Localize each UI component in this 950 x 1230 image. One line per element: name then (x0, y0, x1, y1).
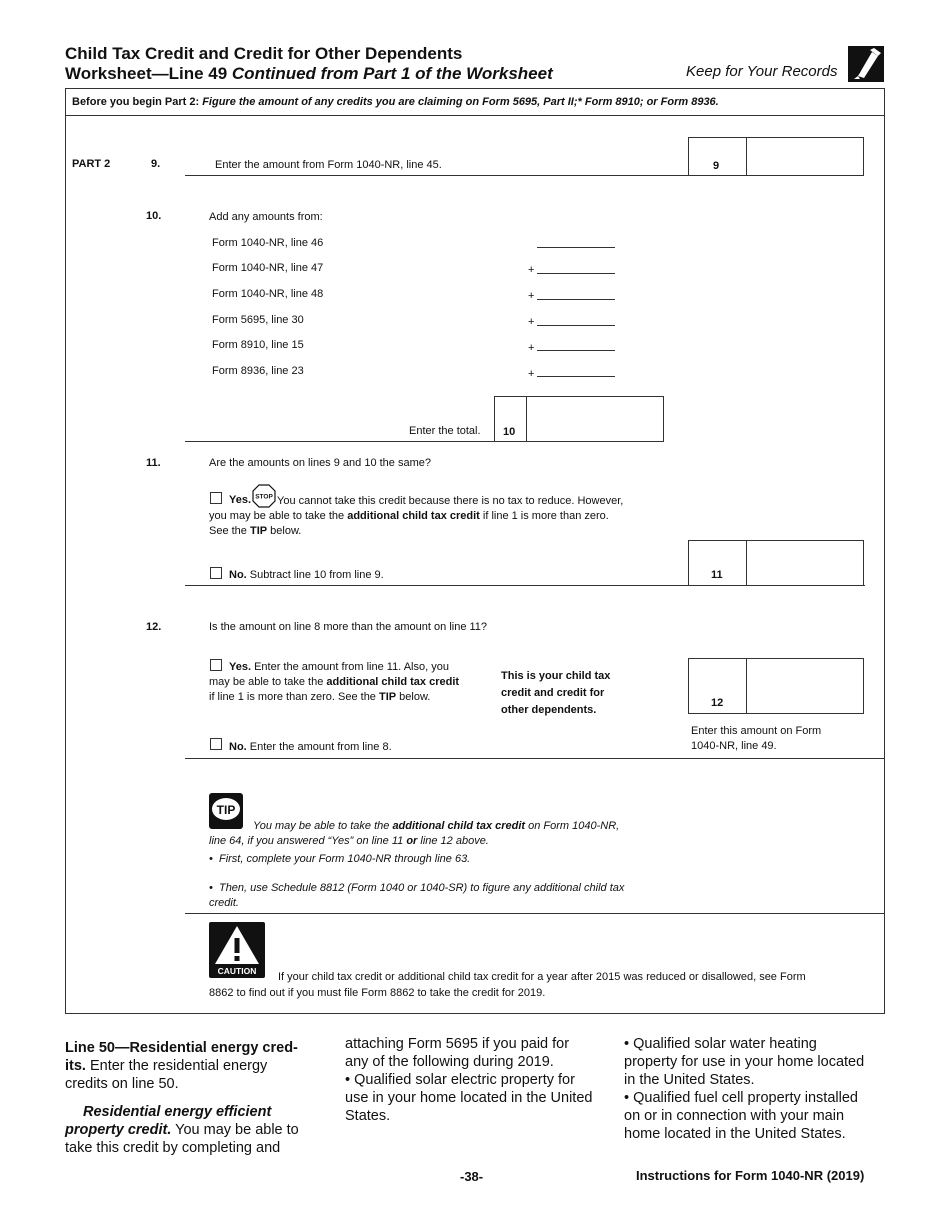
tip-bullet1: • First, complete your Form 1040-NR through line 63. (209, 853, 471, 865)
c1-l5: You may be able to (171, 1122, 299, 1138)
line11-yes-text3b: TIP (249, 525, 268, 537)
line12-yes-line2 (209, 676, 459, 688)
line12-yes-text2a: may be able to take the (209, 676, 327, 688)
tip-l2c: line 12 above. (417, 835, 489, 847)
tip-l1c: on Form 1040-NR, (525, 820, 620, 832)
line12-yes-text2b: additional child tax credit (326, 676, 460, 688)
line9-num: 9. (151, 158, 161, 170)
c2-l1: attaching Form 5695 if you paid for (345, 1036, 570, 1052)
line10-rule (185, 441, 495, 442)
c2-l3: • Qualified solar electric property for (345, 1072, 575, 1088)
line10-box-divider (526, 396, 527, 442)
tip-bullet2-text: Then, use Schedule 8812 (Form 1040 or 1040-SR) to figure any additional child tax (218, 882, 625, 894)
plus-sign: + (528, 316, 535, 328)
c3-l6: home located in the United States. (624, 1126, 846, 1142)
line9-rule (185, 175, 689, 176)
tip-icon (209, 793, 243, 834)
line10-item-label: Form 8936, line 23 (212, 365, 304, 377)
line12-num: 12. (146, 621, 162, 633)
tip-bullet2: • Then, use Schedule 8812 (Form 1040 or 1040-SR) to figure any additional child tax (209, 882, 625, 894)
line10-box-label: 10 (503, 426, 516, 438)
footer-form: Instructions for Form 1040-NR (2019) (636, 1168, 865, 1183)
this-is-your-credit (501, 668, 610, 719)
plus-sign: + (528, 290, 535, 302)
title-line1: Child Tax Credit and Credit for Other Dependents (65, 44, 463, 63)
c1-head2: its. (65, 1058, 86, 1074)
caution-line1: If your child tax credit or additional child tax credit for a year after 2015 was reduced or disallowed, see Form (278, 971, 806, 983)
line12-yes-text1: Enter the amount from line 11. Also, you (251, 661, 449, 673)
tip-l1b: additional child tax credit (392, 820, 526, 832)
line12-box-divider (746, 658, 747, 714)
line12-box-label: 12 (711, 697, 724, 709)
line9-text: Enter the amount from Form 1040-NR, line 45. (215, 159, 442, 171)
c1-sub1: Residential energy efficient (83, 1104, 272, 1120)
line10-item-label: Form 1040-NR, line 47 (212, 262, 324, 274)
line11-no-checkbox[interactable] (210, 567, 222, 579)
caution-icon-text: CAUTION (217, 966, 257, 976)
line12-yes-label: Yes. (229, 661, 252, 673)
c1-l6: take this credit by completing and (65, 1140, 281, 1156)
line12-no-checkbox[interactable] (210, 738, 222, 750)
c1-head1: Line 50—Residential energy cred- (65, 1040, 298, 1056)
line10-amount-box[interactable] (494, 396, 664, 442)
plus-sign: + (528, 368, 535, 380)
line11-yes-text3a: See the (209, 525, 250, 537)
line11-yes-checkbox[interactable] (210, 492, 222, 504)
line11-no-label: No. (229, 569, 247, 581)
stop-text: STOP (255, 493, 273, 501)
line12-yes-line1 (229, 661, 449, 673)
tip-l2b: or (406, 835, 418, 847)
before-text: Figure the amount of any credits you are claiming on Form 5695, Part II;* Form 8910; or Form 8936. (202, 96, 719, 108)
line9-box-label: 9 (713, 160, 720, 172)
line11-yes-text2a: you may be able to take the (209, 510, 348, 522)
title-line2-a: Worksheet—Line 49 (65, 64, 232, 83)
line12-no-label: No. (229, 741, 247, 753)
this-is-line3: other dependents. (501, 704, 597, 716)
line10-item-blank[interactable] (537, 299, 615, 300)
stop-icon (252, 484, 276, 513)
line12-enter1: Enter this amount on Form (691, 725, 822, 737)
line10-item-blank[interactable] (537, 376, 615, 377)
line11-no-text: Subtract line 10 from line 9. (246, 569, 384, 581)
c2-l2: any of the following during 2019. (345, 1054, 554, 1070)
c3-l3: in the United States. (624, 1072, 755, 1088)
this-is-line1: This is your child tax (501, 670, 611, 682)
tip-bullet1-text: First, complete your Form 1040-NR through line 63. (218, 853, 471, 865)
line10-item-blank[interactable] (537, 325, 615, 326)
part-label: PART 2 (72, 158, 111, 170)
plus-sign: + (528, 264, 535, 276)
caution-icon (209, 922, 265, 983)
line10-item-label: Form 1040-NR, line 46 (212, 237, 324, 249)
line12-enter-note (691, 724, 821, 754)
line11-yes-text2 (209, 510, 609, 522)
line11-no (229, 569, 384, 581)
line10-item-label: Form 5695, line 30 (212, 314, 304, 326)
line11-yes-text2c: if line 1 is more than zero. (479, 510, 609, 522)
c3-l5: on or in connection with your main (624, 1108, 845, 1124)
c3-l4: • Qualified fuel cell property installed (624, 1090, 858, 1106)
line12-no-text: Enter the amount from line 8. (246, 741, 392, 753)
line12-no (229, 741, 392, 753)
line12-yes-text3b: TIP (378, 691, 397, 703)
tip-bullet2-cont: credit. (209, 897, 239, 909)
page-title (65, 44, 553, 84)
c2-l5: States. (345, 1108, 391, 1124)
tip-l1a: You may be able to take the (253, 820, 393, 832)
line11-yes-text2b: additional child tax credit (347, 510, 480, 522)
line12-yes-line3 (209, 691, 430, 703)
tip-l2a: line 64, if you answered “Yes” on line 11 (209, 835, 407, 847)
title-line2-b: Continued from Part 1 of the Worksheet (231, 64, 553, 83)
c1-l2: Enter the residential energy (85, 1058, 268, 1074)
line12-yes-checkbox[interactable] (210, 659, 222, 671)
page-number: -38- (460, 1169, 484, 1184)
tip-line2 (209, 835, 489, 847)
c2-l4: use in your home located in the United (345, 1090, 593, 1106)
c3-l2: property for use in your home located (624, 1054, 865, 1070)
line11-box-divider (746, 540, 747, 586)
line12-question: Is the amount on line 8 more than the amount on line 11? (209, 621, 488, 633)
tip-icon-text: TIP (216, 803, 236, 817)
before-label: Before you begin Part 2: (72, 96, 203, 108)
line12-rule (185, 758, 884, 759)
line10-total-label: Enter the total. (409, 425, 481, 437)
divider (66, 115, 884, 116)
tip-rule (185, 913, 884, 914)
line12-yes-text3a: if line 1 is more than zero. See the (209, 691, 379, 703)
line10-item-label: Form 1040-NR, line 48 (212, 288, 324, 300)
this-is-line2: credit and credit for (501, 687, 605, 699)
line10-intro: Add any amounts from: (209, 211, 323, 223)
title-line2 (65, 64, 553, 84)
column-3 (624, 1035, 894, 1143)
pen-icon (848, 46, 884, 82)
column-2 (345, 1035, 615, 1125)
plus-sign: + (528, 342, 535, 354)
line11-yes-text3 (209, 525, 301, 537)
c1-sub2: property credit. (65, 1122, 172, 1138)
before-you-begin (72, 96, 719, 108)
line12-enter2: 1040-NR, line 49. (691, 740, 777, 752)
line10-item-label: Form 8910, line 15 (212, 339, 304, 351)
c3-l1: • Qualified solar water heating (624, 1036, 817, 1052)
line10-item-blank[interactable] (537, 247, 615, 248)
line11-yes-text3c: below. (267, 525, 302, 537)
line11-num: 11. (146, 457, 161, 469)
line11-yes-label: Yes. (229, 494, 252, 506)
line10-item-blank[interactable] (537, 350, 615, 351)
line11-question: Are the amounts on lines 9 and 10 the same? (209, 457, 431, 469)
line12-yes-text3c: below. (396, 691, 431, 703)
tip-line1 (253, 820, 619, 832)
line10-num: 10. (146, 210, 162, 222)
line11-box-label: 11 (711, 569, 723, 581)
line11-yes-text1: You cannot take this credit because there is no tax to reduce. However, (277, 495, 624, 507)
keep-for-records: Keep for Your Records (686, 63, 838, 80)
caution-line2: 8862 to find out if you must file Form 8862 to take the credit for 2019. (209, 987, 546, 999)
c1-l3: credits on line 50. (65, 1076, 179, 1092)
column-1 (65, 1039, 330, 1157)
line10-item-blank[interactable] (537, 273, 615, 274)
